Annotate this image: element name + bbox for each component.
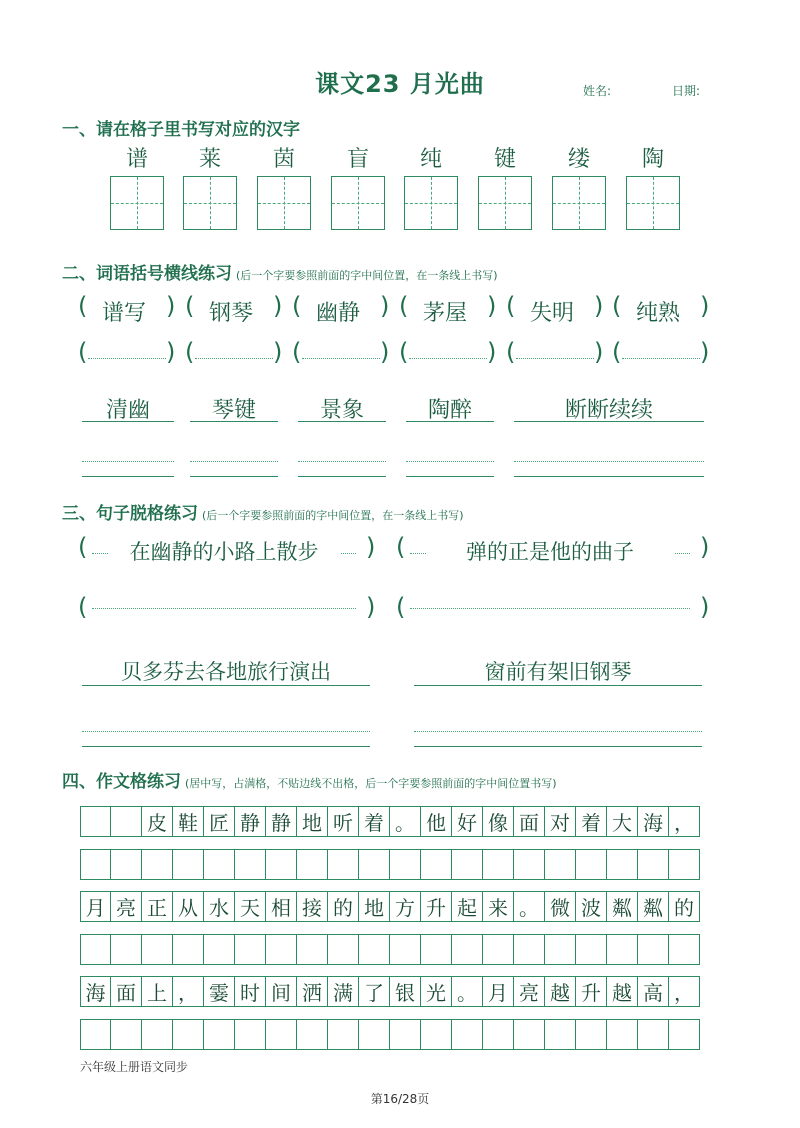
- left-paren: (: [506, 338, 516, 366]
- grid-cell-empty: [607, 849, 638, 880]
- writing-box: [183, 176, 237, 230]
- line-word: 断断续续: [564, 398, 653, 423]
- grid-cell-empty: [421, 849, 452, 880]
- grid-cell-empty: [421, 1019, 452, 1050]
- right-paren: ): [366, 593, 376, 621]
- grid-cell-empty: [638, 934, 669, 965]
- grid-cell-char: 月: [483, 976, 514, 1007]
- grid-cell-char: 的: [328, 891, 359, 922]
- right-paren: ): [166, 338, 176, 366]
- section-2-note: (后一个字要参照前面的字中间位置，在一条线上书写): [236, 269, 498, 282]
- right-paren: ): [700, 292, 710, 320]
- grid-cell-char: 像: [483, 806, 514, 837]
- grid-cell-char: 升: [576, 976, 607, 1007]
- section-3-heading: [62, 499, 464, 524]
- grid-row: [80, 934, 700, 965]
- grid-cell-empty: [359, 849, 390, 880]
- left-paren: (: [399, 292, 409, 320]
- box-guide-horizontal: [184, 203, 236, 204]
- writing-box: [110, 176, 164, 230]
- grid-cell-empty: [514, 849, 545, 880]
- dotted-line: [92, 608, 356, 609]
- pinyin-char: 茵: [272, 147, 295, 172]
- grid-cell-char: 方: [390, 891, 421, 922]
- grid-cell-char: ，: [173, 976, 204, 1007]
- left-paren: (: [185, 338, 195, 366]
- section-2-title: 二、词语括号横线练习: [62, 264, 232, 284]
- date-label: 日期:: [672, 84, 701, 98]
- grid-cell-char: [111, 806, 142, 837]
- left-paren: (: [612, 338, 622, 366]
- grid-cell-empty: [111, 1019, 142, 1050]
- box-guide-horizontal: [111, 203, 163, 204]
- dotted-line: [414, 731, 702, 732]
- writing-box: [404, 176, 458, 230]
- solid-line: [190, 476, 278, 477]
- left-paren: (: [612, 292, 622, 320]
- right-paren: ): [487, 338, 497, 366]
- grid-cell-empty: [142, 1019, 173, 1050]
- right-paren: ): [380, 338, 390, 366]
- grid-cell-char: 。: [452, 976, 483, 1007]
- grid-cell-char: 上: [142, 976, 173, 1007]
- grid-cell-empty: [173, 934, 204, 965]
- grid-row: [80, 891, 700, 922]
- grid-cell-char: 从: [173, 891, 204, 922]
- section-4-note: (居中写，占满格，不贴边线不出格，后一个字要参照前面的字中间位置书写): [185, 777, 557, 790]
- grid-cell-char: 银: [390, 976, 421, 1007]
- grid-cell-char: 匠: [204, 806, 235, 837]
- grid-cell-empty: [235, 1019, 266, 1050]
- grid-cell-char: 对: [545, 806, 576, 837]
- right-paren: ): [380, 292, 390, 320]
- paren-word: 幽静: [315, 301, 360, 326]
- grid-cell-empty: [235, 934, 266, 965]
- dotted-line: [514, 461, 704, 462]
- paren-word: 纯熟: [635, 301, 680, 326]
- grid-cell-empty: [390, 934, 421, 965]
- pinyin-char: 陶: [641, 147, 664, 172]
- grid-cell-empty: [576, 1019, 607, 1050]
- grid-cell-char: 月: [80, 891, 111, 922]
- grid-cell-empty: [328, 934, 359, 965]
- grid-cell-char: 。: [514, 891, 545, 922]
- grid-cell-empty: [297, 934, 328, 965]
- grid-cell-char: 亮: [514, 976, 545, 1007]
- pinyin-char: 纯: [419, 147, 442, 172]
- left-paren: (: [396, 533, 406, 561]
- right-paren: ): [700, 338, 710, 366]
- grid-row: [80, 849, 700, 880]
- solid-line: [406, 421, 494, 422]
- grid-cell-empty: [111, 849, 142, 880]
- grid-cell-char: 面: [514, 806, 545, 837]
- grid-cell-char: 地: [297, 806, 328, 837]
- right-paren: ): [594, 292, 604, 320]
- grid-cell-empty: [452, 934, 483, 965]
- grid-row: [80, 806, 700, 837]
- left-paren: (: [506, 292, 516, 320]
- grid-cell-char: 天: [235, 891, 266, 922]
- grid-cell-char: 高: [638, 976, 669, 1007]
- grid-cell-char: [80, 806, 111, 837]
- grid-cell-empty: [390, 1019, 421, 1050]
- right-paren: ): [166, 292, 176, 320]
- grid-cell-char: 时: [235, 976, 266, 1007]
- dotted-line: [298, 461, 386, 462]
- section-3-note: (后一个字要参照前面的字中间位置，在一条线上书写): [202, 509, 464, 522]
- box-guide-horizontal: [627, 203, 679, 204]
- writing-box: [626, 176, 680, 230]
- grid-cell-char: 越: [545, 976, 576, 1007]
- grid-cell-empty: [328, 1019, 359, 1050]
- grid-cell-empty: [545, 1019, 576, 1050]
- grid-cell-char: 好: [452, 806, 483, 837]
- box-guide-horizontal: [332, 203, 384, 204]
- line-word: 景象: [319, 398, 364, 423]
- grid-cell-empty: [638, 1019, 669, 1050]
- grid-cell-empty: [359, 1019, 390, 1050]
- grid-cell-empty: [483, 1019, 514, 1050]
- grid-cell-empty: [111, 934, 142, 965]
- grid-cell-empty: [669, 1019, 700, 1050]
- solid-line: [414, 746, 702, 747]
- grid-cell-empty: [669, 934, 700, 965]
- grid-cell-char: 接: [297, 891, 328, 922]
- grid-cell-char: 波: [576, 891, 607, 922]
- grid-cell-empty: [142, 934, 173, 965]
- grid-cell-empty: [514, 934, 545, 965]
- grid-cell-empty: [266, 1019, 297, 1050]
- dotted-line: [406, 461, 494, 462]
- grid-cell-char: 水: [204, 891, 235, 922]
- solid-line: [298, 421, 386, 422]
- grid-cell-char: 皮: [142, 806, 173, 837]
- grid-cell-empty: [576, 849, 607, 880]
- grid-cell-empty: [204, 934, 235, 965]
- grid-cell-empty: [359, 934, 390, 965]
- grid-cell-char: 正: [142, 891, 173, 922]
- grid-cell-char: 海: [638, 806, 669, 837]
- left-paren: (: [399, 338, 409, 366]
- dotted-answer-line: [302, 358, 380, 359]
- section-4-heading: [62, 767, 557, 792]
- box-guide-horizontal: [405, 203, 457, 204]
- line-word: 琴键: [211, 398, 256, 423]
- grid-cell-empty: [235, 849, 266, 880]
- pinyin-char: 莱: [198, 147, 221, 172]
- grid-cell-char: 洒: [297, 976, 328, 1007]
- line-sentence: 窗前有架旧钢琴: [484, 660, 632, 684]
- pinyin-char: 盲: [346, 147, 369, 172]
- paren-word: 失明: [529, 301, 574, 326]
- grid-cell-empty: [80, 934, 111, 965]
- dotted-answer-line: [409, 358, 487, 359]
- left-paren: (: [292, 338, 302, 366]
- box-guide-horizontal: [258, 203, 310, 204]
- solid-line: [190, 421, 278, 422]
- solid-line: [514, 476, 704, 477]
- writing-box: [331, 176, 385, 230]
- right-paren: ): [366, 533, 376, 561]
- left-paren: (: [292, 292, 302, 320]
- grid-cell-empty: [421, 934, 452, 965]
- grid-cell-char: 光: [421, 976, 452, 1007]
- solid-line: [414, 685, 702, 686]
- writing-box: [478, 176, 532, 230]
- right-paren: ): [273, 338, 283, 366]
- grid-cell-empty: [142, 849, 173, 880]
- dotted-answer-line: [195, 358, 273, 359]
- section-1-heading: 一、请在格子里书写对应的汉字: [62, 120, 300, 140]
- page-title: 课文23 月光曲: [315, 70, 485, 98]
- paren-word: 钢琴: [208, 301, 253, 326]
- grid-cell-char: 粼: [607, 891, 638, 922]
- grid-cell-empty: [266, 934, 297, 965]
- line-word: 清幽: [105, 398, 150, 423]
- grid-cell-char: 听: [328, 806, 359, 837]
- grid-cell-char: 微: [545, 891, 576, 922]
- left-paren: (: [78, 533, 88, 561]
- page-number: 第16/28页: [370, 1092, 430, 1106]
- grid-cell-char: 地: [359, 891, 390, 922]
- dotted-line: [82, 461, 174, 462]
- line-sentence: 贝多芬去各地旅行演出: [121, 660, 331, 684]
- grid-cell-char: 静: [235, 806, 266, 837]
- grid-cell-empty: [173, 849, 204, 880]
- grid-cell-char: 霎: [204, 976, 235, 1007]
- grid-cell-char: 起: [452, 891, 483, 922]
- dotted-line: [410, 608, 690, 609]
- name-label: 姓名:: [583, 84, 612, 98]
- dotted-line: [190, 461, 278, 462]
- grid-cell-char: 他: [421, 806, 452, 837]
- section-2-heading: [62, 259, 498, 284]
- grid-cell-char: 。: [390, 806, 421, 837]
- grid-cell-empty: [204, 1019, 235, 1050]
- grid-cell-empty: [545, 849, 576, 880]
- dotted-line: [82, 731, 370, 732]
- right-paren: ): [700, 533, 710, 561]
- pinyin-char: 缕: [567, 147, 590, 172]
- section-3-title: 三、句子脱格练习: [62, 504, 198, 524]
- grid-cell-char: 大: [607, 806, 638, 837]
- solid-line: [82, 685, 370, 686]
- grid-cell-char: 升: [421, 891, 452, 922]
- right-paren: ): [487, 292, 497, 320]
- grid-cell-empty: [483, 934, 514, 965]
- grid-cell-empty: [669, 849, 700, 880]
- dotted-answer-line: [622, 358, 700, 359]
- grid-cell-empty: [607, 1019, 638, 1050]
- grid-cell-empty: [545, 934, 576, 965]
- solid-line: [298, 476, 386, 477]
- grid-cell-empty: [266, 849, 297, 880]
- grid-cell-empty: [80, 1019, 111, 1050]
- left-paren: (: [78, 593, 88, 621]
- solid-line: [82, 746, 370, 747]
- solid-line: [406, 476, 494, 477]
- grid-cell-empty: [80, 849, 111, 880]
- grid-row: [80, 1019, 700, 1050]
- left-paren: (: [78, 338, 88, 366]
- left-paren: (: [396, 593, 406, 621]
- grid-cell-empty: [638, 849, 669, 880]
- grid-cell-char: ，: [669, 976, 700, 1007]
- solid-line: [82, 421, 174, 422]
- pinyin-char: 谱: [125, 147, 148, 172]
- right-paren: ): [700, 593, 710, 621]
- right-paren: ): [273, 292, 283, 320]
- writing-box: [552, 176, 606, 230]
- line-word: 陶醉: [427, 398, 472, 423]
- grid-cell-char: 海: [80, 976, 111, 1007]
- grid-cell-empty: [576, 934, 607, 965]
- grid-cell-empty: [390, 849, 421, 880]
- grid-cell-char: 鞋: [173, 806, 204, 837]
- solid-line: [82, 476, 174, 477]
- grid-cell-char: 了: [359, 976, 390, 1007]
- paren-word: 茅屋: [422, 301, 467, 326]
- box-guide-horizontal: [479, 203, 531, 204]
- grid-cell-empty: [452, 1019, 483, 1050]
- grid-cell-empty: [452, 849, 483, 880]
- grid-cell-char: 亮: [111, 891, 142, 922]
- grid-cell-char: 越: [607, 976, 638, 1007]
- dotted-answer-line: [516, 358, 594, 359]
- writing-box: [257, 176, 311, 230]
- grid-cell-char: 间: [266, 976, 297, 1007]
- pinyin-char: 键: [493, 147, 516, 172]
- grid-row: [80, 976, 700, 1007]
- grid-cell-empty: [328, 849, 359, 880]
- grid-cell-empty: [297, 849, 328, 880]
- grid-cell-empty: [204, 849, 235, 880]
- sentence: 在幽静的小路上散步: [108, 536, 340, 566]
- grid-cell-char: 满: [328, 976, 359, 1007]
- grid-cell-empty: [483, 849, 514, 880]
- grid-cell-char: ，: [669, 806, 700, 837]
- grid-cell-char: 相: [266, 891, 297, 922]
- left-paren: (: [185, 292, 195, 320]
- dotted-answer-line: [88, 358, 166, 359]
- sentence: 弹的正是他的曲子: [426, 536, 674, 566]
- grid-cell-char: 来: [483, 891, 514, 922]
- right-paren: ): [594, 338, 604, 366]
- grid-cell-char: 粼: [638, 891, 669, 922]
- grid-cell-empty: [607, 934, 638, 965]
- section-4-title: 四、作文格练习: [62, 772, 181, 792]
- grid-cell-char: 面: [111, 976, 142, 1007]
- grid-cell-char: 静: [266, 806, 297, 837]
- grid-cell-char: 着: [576, 806, 607, 837]
- box-guide-horizontal: [553, 203, 605, 204]
- footer-grade: 六年级上册语文同步: [80, 1060, 189, 1074]
- paren-word: 谱写: [101, 301, 146, 326]
- grid-cell-empty: [297, 1019, 328, 1050]
- solid-line: [514, 421, 704, 422]
- grid-cell-char: 的: [669, 891, 700, 922]
- left-paren: (: [78, 292, 88, 320]
- grid-cell-char: 着: [359, 806, 390, 837]
- grid-cell-empty: [173, 1019, 204, 1050]
- grid-cell-empty: [514, 1019, 545, 1050]
